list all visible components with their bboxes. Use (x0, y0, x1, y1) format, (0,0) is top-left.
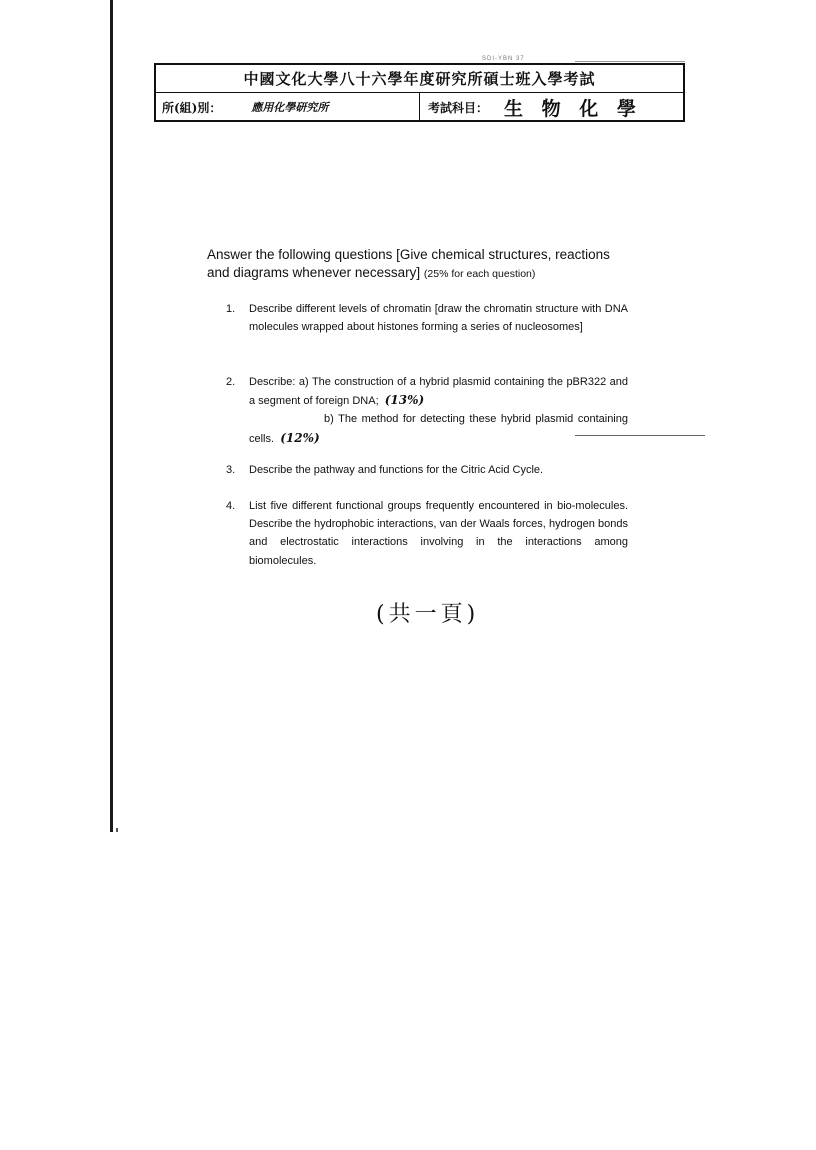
subject-cell (420, 93, 683, 121)
question-text: List five different functional groups frequently encountered in bio-molecules. Describe the hydrophobic interactions, van der Waals forces, hydrogen bonds and electrostatic interactions involving in the interactions among biomolecules. (249, 500, 628, 567)
department-value: 應用化學研究所 (251, 101, 329, 114)
question-3 (226, 461, 628, 479)
exam-title: 中國文化大學八十六學年度研究所碩士班入學考試 (156, 65, 683, 93)
subject-label: 考試科目： (428, 100, 489, 115)
question-1 (226, 300, 628, 336)
question-text: Describe the pathway and functions for the Citric Acid Cycle. (249, 464, 544, 476)
question-2-part-b-wrap (249, 410, 628, 447)
exam-header-info-row (156, 93, 683, 121)
question-4 (226, 497, 628, 570)
question-text: Describe different levels of chromatin [draw the chromatin structure with DNA molecules wrapped about histones forming a series of nucleosomes] (249, 303, 628, 334)
question-2 (226, 373, 628, 448)
instructions-main: Answer the following questions [Give chemical structures, reactions and diagrams whenever necessary] (207, 247, 610, 280)
scan-artifact-bottom-tick (116, 828, 118, 832)
question-number: 2. (226, 376, 236, 388)
instructions (207, 246, 632, 283)
question-2-part-a: Describe: a) The construction of a hybrid plasmid containing the pBR322 and a segment of foreign DNA; (249, 376, 628, 408)
top-scrawl: SDI-YBN 37 (482, 56, 525, 62)
question-2-part-b: b) The method for detecting these hybrid plasmid containing cells. (249, 413, 628, 445)
question-2-part-b-score: (12%) (280, 430, 320, 445)
page-count-note: (共一頁) (376, 602, 480, 627)
scan-artifact-top (575, 61, 685, 62)
department-label: 所(組)別： (162, 100, 222, 115)
question-number: 3. (226, 464, 236, 476)
subject-value: 生 物 化 學 (504, 97, 642, 120)
department-cell (156, 93, 420, 121)
instructions-weight: (25% for each question) (423, 268, 536, 280)
exam-header-table (154, 63, 685, 122)
question-number: 4. (226, 500, 236, 512)
question-text (249, 373, 628, 448)
question-number: 1. (226, 303, 236, 315)
scan-border-edge (110, 0, 113, 832)
question-2-part-a-score: (13%) (384, 393, 425, 408)
